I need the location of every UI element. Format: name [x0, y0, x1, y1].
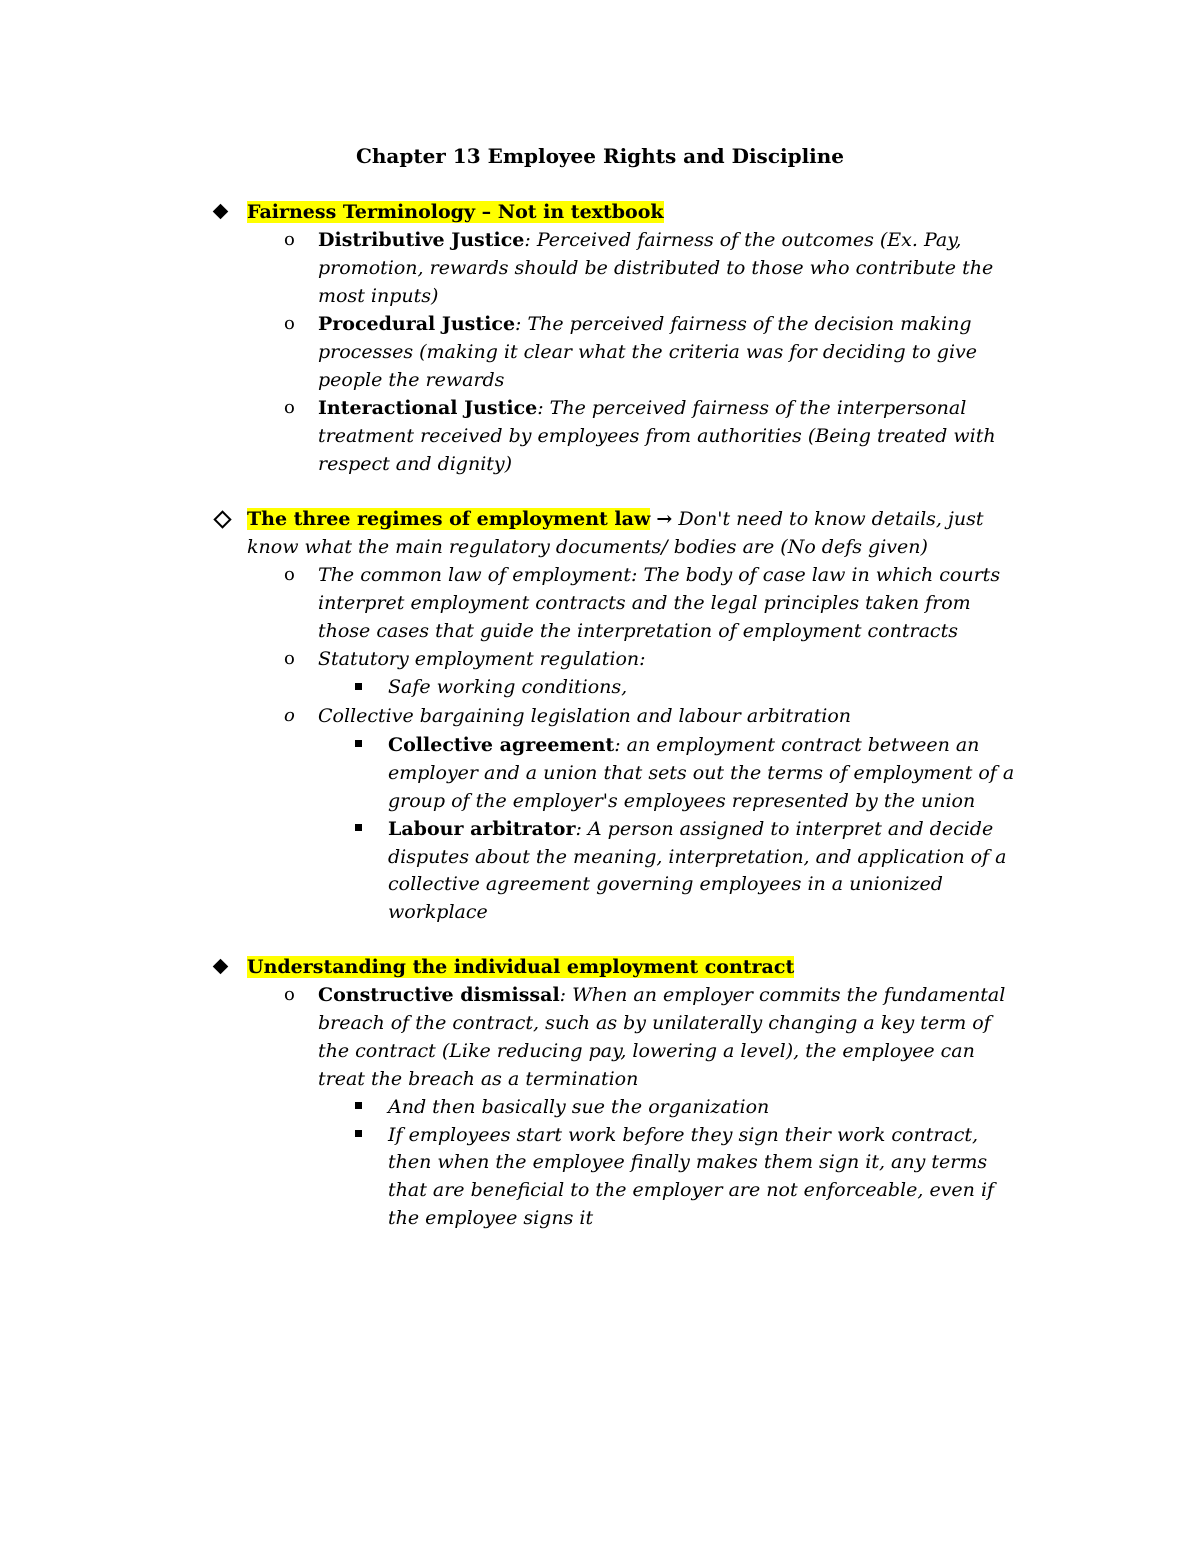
text-line: treat the breach as a termination: [318, 1068, 639, 1090]
text-line: the contract (Like reducing pay, lowering a level), the employee can: [318, 1040, 975, 1062]
circle-bullet-icon: o: [284, 984, 295, 1005]
square-bullet-icon: [355, 1130, 362, 1137]
text-line: respect and dignity): [318, 453, 513, 475]
text-line: workplace: [388, 901, 488, 923]
square-bullet-icon: [355, 824, 362, 831]
section-heading-fairness: Fairness Terminology – Not in textbook: [247, 201, 664, 223]
text-line: collective agreement governing employees in a unionized: [388, 873, 943, 895]
text-line: disputes about the meaning, interpretation, and application of a: [388, 846, 1007, 868]
text-line: Safe working conditions,: [388, 676, 628, 698]
circle-bullet-icon: o: [284, 648, 295, 669]
page-title: Chapter 13 Employee Rights and Discipline: [355, 144, 845, 168]
diamond-bullet-icon: [213, 959, 229, 975]
circle-bullet-icon: o: [284, 313, 295, 334]
text-line: know what the main regulatory documents/ bodies are (No defs given): [247, 536, 928, 558]
square-bullet-icon: [355, 1102, 362, 1109]
text-line: And then basically sue the organization: [388, 1096, 770, 1118]
term-constructive-dismissal: Constructive dismissal: When an employer commits the fundamental: [318, 984, 1006, 1006]
text-line: employer and a union that sets out the terms of employment of a: [388, 762, 1015, 784]
text-line: breach of the contract, such as by unilaterally changing a key term of: [318, 1012, 991, 1034]
section-heading-regimes: The three regimes of employment law → Don't need to know details, just: [247, 508, 984, 530]
text-line: Collective bargaining legislation and labour arbitration: [318, 705, 851, 727]
text-line: then when the employee finally makes them sign it, any terms: [388, 1151, 988, 1173]
text-line: processes (making it clear what the criteria was for deciding to give: [318, 341, 978, 363]
term-labour-arbitrator: Labour arbitrator: A person assigned to interpret and decide: [388, 818, 994, 840]
text-line: Statutory employment regulation:: [318, 648, 646, 670]
text-line: The common law of employment: The body of case law in which courts: [318, 564, 1001, 586]
text-line: people the rewards: [318, 369, 505, 391]
term-distributive: Distributive Justice: Perceived fairness of the outcomes (Ex. Pay,: [318, 229, 962, 251]
term-procedural: Procedural Justice: The perceived fairness of the decision making: [318, 313, 972, 335]
section-heading-contract: Understanding the individual employment contract: [247, 956, 795, 978]
arrow-right-icon: →: [656, 508, 673, 530]
text-line: those cases that guide the interpretation of employment contracts: [318, 620, 958, 642]
diamond-bullet-icon: [213, 204, 229, 220]
text-line: group of the employer's employees represented by the union: [388, 790, 976, 812]
text-line: the employee signs it: [388, 1207, 594, 1229]
circle-bullet-icon: o: [284, 397, 295, 418]
term-collective-agreement: Collective agreement: an employment contract between an: [388, 734, 980, 756]
square-bullet-icon: [355, 740, 362, 747]
text-line: most inputs): [318, 285, 439, 307]
circle-bullet-icon: o: [284, 229, 295, 250]
text-line: promotion, rewards should be distributed to those who contribute the: [318, 257, 994, 279]
circle-bullet-icon: o: [284, 705, 295, 726]
circle-bullet-icon: o: [284, 564, 295, 585]
term-interactional: Interactional Justice: The perceived fairness of the interpersonal: [318, 397, 967, 419]
text-line: that are beneficial to the employer are not enforceable, even if: [388, 1179, 995, 1201]
text-line: treatment received by employees from authorities (Being treated with: [318, 425, 996, 447]
square-bullet-icon: [355, 683, 362, 690]
text-line: interpret employment contracts and the legal principles taken from: [318, 592, 971, 614]
text-line: If employees start work before they sign their work contract,: [388, 1124, 979, 1146]
diamond-outline-bullet-icon: [213, 510, 231, 528]
